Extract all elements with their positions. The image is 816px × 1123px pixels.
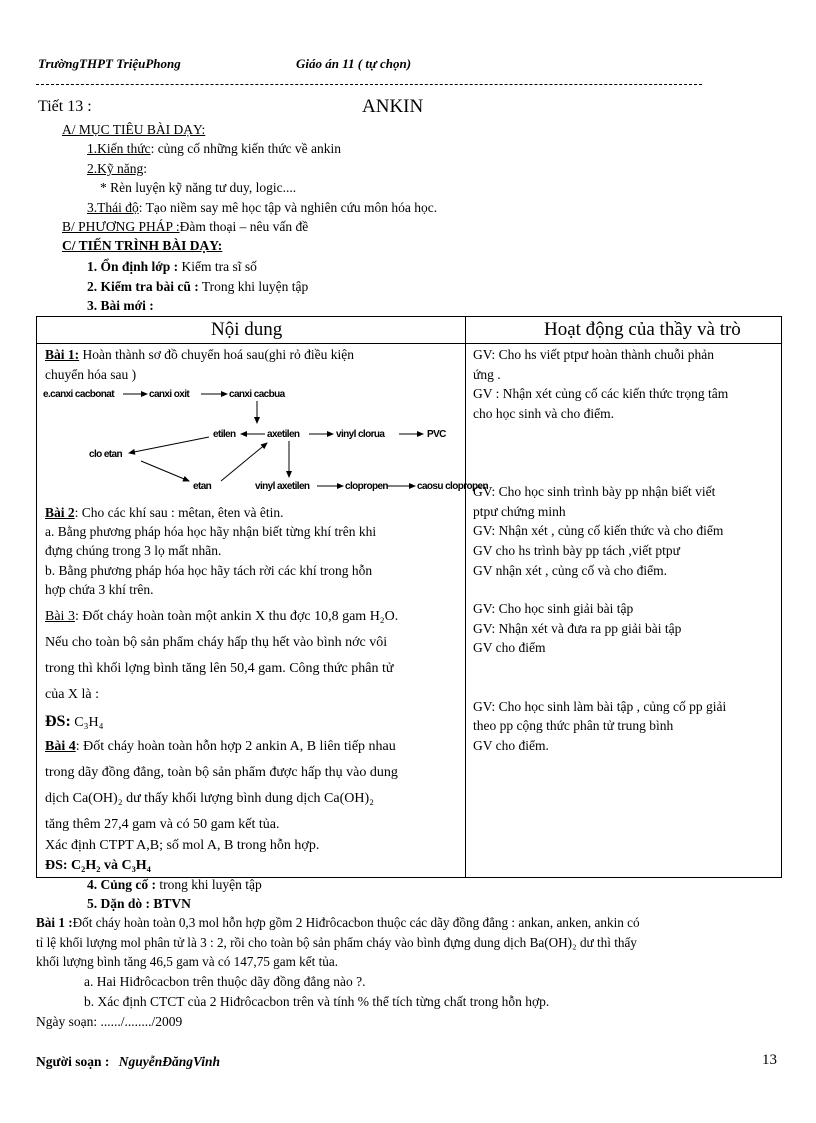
node-chloroprene: clopropen — [345, 481, 388, 492]
step4-line — [87, 877, 262, 893]
node-calcium-oxide: canxi oxit — [149, 389, 190, 400]
section-b-line — [62, 219, 308, 235]
bai4-answer: ĐS: C₂H₂ và C₃H₄ — [45, 858, 151, 873]
author-label: Người soạn : — [36, 1054, 110, 1069]
bai1-label: Bài 1: — [45, 347, 80, 362]
attitude-label: 3.Thái độ — [87, 200, 139, 215]
homework-question-a: a. Hai Hiđrôcacbon trên thuộc dãy đồng đẳng nào ?. — [84, 974, 366, 989]
bai4-line4: tăng thêm 27,4 gam và có 50 gam kết tủa. — [45, 817, 280, 832]
author-name: NguyễnĐăngVinh — [118, 1054, 221, 1069]
bai3-text: : Đốt cháy hoàn toàn một ankin X thu đợc 10,8 gam H₂O. — [74, 609, 399, 624]
node-calcium-carbide: canxi cacbua — [229, 389, 285, 400]
conversion-diagram — [43, 383, 489, 495]
activity1-line1: GV: Cho hs viết ptpư hoàn thành chuỗi phản — [473, 347, 715, 362]
node-pvc: PVC — [427, 429, 446, 440]
lesson-period: Tiết 13 : — [38, 98, 92, 115]
arrow-9 — [221, 443, 267, 481]
attitude-text: : Tạo niềm say mê học tập và nghiên cứu môn hóa học. — [138, 200, 438, 215]
bai3-line3: trong thì khối lợng bình tăng lên 50,4 gam. Công thức phân tử — [45, 661, 394, 676]
homework-line2: tỉ lệ khối lượng mol phân tử là 3 : 2, rồi cho toàn bộ sản phẩm cháy vào bình đựng dung dịch Ba(OH)₂ dư thì thấy — [36, 935, 637, 950]
skills-line — [87, 161, 147, 177]
bai3-line4: của X là : — [45, 687, 100, 702]
activity3-line2: GV: Nhận xét và đưa ra pp giải bài tập — [473, 621, 682, 636]
step2-text: Trong khi luyện tập — [198, 279, 309, 294]
homework-line1 — [36, 915, 640, 931]
step3-label: 3. Bài mới : — [87, 298, 154, 313]
bai3-label: Bài 3 — [45, 609, 75, 624]
node-vinylacetylene: vinyl axetilen — [255, 481, 310, 492]
header-divider — [36, 84, 702, 85]
bai3-answer — [45, 713, 104, 731]
step1-text: Kiểm tra sĩ số — [178, 259, 257, 274]
activity2-line1: GV: Cho học sinh trình bày pp nhận biết viết — [473, 484, 716, 499]
table-header-divider — [37, 343, 781, 344]
col-header-activity: Hoạt động của thầy và trò — [544, 319, 741, 340]
bai1-text: Hoàn thành sơ đồ chuyển hoá sau(ghi rỏ điều kiện — [79, 347, 354, 362]
step4-text: trong khi luyện tập — [156, 877, 262, 892]
section-b-text: Đàm thoại – nêu vấn đề — [179, 219, 309, 234]
activity3-line1: GV: Cho học sinh giải bài tập — [473, 601, 634, 616]
node-chloroprene-rubber: caosu clopropen — [417, 481, 489, 492]
lesson-table — [36, 316, 782, 878]
bai4-line3: dịch Ca(OH)₂ dư thấy khối lượng bình dung dịch Ca(OH)₂ — [45, 791, 375, 806]
step1-line — [87, 259, 257, 275]
section-b-heading: B/ PHƯƠNG PHÁP : — [62, 219, 180, 234]
activity2-line5: GV nhận xét , củng cố và cho điểm. — [473, 563, 667, 578]
bai2-line2: a. Bằng phương pháp hóa học hãy nhận biết từng khí trên khi — [45, 524, 377, 539]
bai2-text: : Cho các khí sau : mêtan, êten và êtin. — [74, 505, 284, 520]
bai4-line1 — [45, 739, 396, 755]
step2-line — [87, 279, 308, 295]
activity2-line2: ptpư chứng minh — [473, 504, 566, 519]
homework-question-b: b. Xác định CTCT của 2 Hiđrôcacbon trên và tính % thể tích từng chất trong hỗn hợp. — [84, 994, 550, 1009]
homework-label: Bài 1 : — [36, 915, 73, 930]
bai4-label: Bài 4 — [45, 739, 76, 754]
bai4-text: : Đốt cháy hoàn toàn hỗn hợp 2 ankin A, B liên tiếp nhau — [75, 739, 396, 754]
node-ethane: etan — [193, 481, 212, 492]
node-vinyl-chloride: vinyl clorua — [336, 429, 385, 440]
bai1-line1 — [45, 347, 354, 363]
bai3-answer-value: C₃H₄ — [70, 715, 104, 730]
arrow-8 — [141, 461, 189, 481]
activity3-line3: GV cho điểm — [473, 640, 546, 655]
arrow-7 — [129, 437, 209, 453]
lesson-title: ANKIN — [362, 96, 424, 117]
bai3-line1 — [45, 609, 398, 625]
bai4-line5: Xác định CTPT A,B; số mol A, B trong hỗn hợp. — [45, 838, 320, 853]
activity2-line4: GV cho hs trình bày pp tách ,viết ptpư — [473, 543, 680, 558]
homework-line3: khối lượng bình tăng 46,5 gam và có 147,75 gam kết tủa. — [36, 954, 338, 969]
author-line — [36, 1054, 220, 1070]
page-number: 13 — [762, 1052, 777, 1068]
activity1-line4: cho học sinh và cho điểm. — [473, 406, 614, 421]
step4-label: 4. Củng cố : — [87, 877, 157, 892]
knowledge-text: : củng cố những kiến thức về ankin — [150, 141, 342, 156]
plan-title: Giáo án 11 ( tự chọn) — [296, 56, 412, 71]
node-chloroethane: clo etan — [89, 449, 122, 460]
knowledge-label: 1.Kiến thức — [87, 141, 151, 156]
attitude-line — [87, 200, 437, 216]
bai3-answer-label: ĐS: — [45, 713, 71, 730]
bai3-line2: Nếu cho toàn bộ sản phẩm cháy hấp thụ hết vào bình nớc vôi — [45, 635, 388, 650]
node-ethylene: etilen — [213, 429, 236, 440]
bai1-line2: chuyển hóa sau ) — [45, 367, 137, 382]
bai4-line2: trong dãy đồng đẳng, toàn bộ sản phẩm được hấp thụ vào dung — [45, 765, 398, 780]
knowledge-line — [87, 141, 341, 157]
bai2-line1 — [45, 505, 283, 521]
skills-item: * Rèn luyện kỹ năng tư duy, logic.... — [100, 180, 297, 195]
step5-line: 5. Dặn dò : BTVN — [87, 896, 191, 911]
activity1-line2: ứng . — [473, 367, 501, 382]
table-column-divider — [465, 317, 466, 877]
step1-label: 1. Ổn định lớp : — [87, 259, 179, 274]
bai2-line4: b. Bằng phương pháp hóa học hãy tách rời các khí trong hỗn — [45, 563, 373, 578]
school-name: TrườngTHPT TriệuPhong — [38, 56, 181, 71]
bai2-line5: hợp chứa 3 khí trên. — [45, 582, 154, 597]
activity4-line2: theo pp cộng thức phân tử trung bình — [473, 718, 674, 733]
section-a-heading: A/ MỤC TIÊU BÀI DẠY: — [62, 122, 206, 137]
activity2-line3: GV: Nhận xét , củng cố kiến thức và cho điểm — [473, 523, 724, 538]
col-header-content: Nội dung — [211, 319, 283, 340]
section-c-heading: C/ TIẾN TRÌNH BÀI DẠY: — [62, 238, 223, 253]
skills-label: 2.Kỹ năng — [87, 161, 144, 176]
node-acetylene: axetilen — [267, 429, 300, 440]
activity1-line3: GV : Nhận xét củng cố các kiến thức trọng tâm — [473, 386, 729, 401]
bai2-line3: đựng chúng trong 3 lọ mất nhãn. — [45, 543, 222, 558]
preparation-date: Ngày soạn: ....../......../2009 — [36, 1014, 183, 1029]
skills-colon: : — [143, 161, 148, 176]
homework-text: Đốt cháy hoàn toàn 0,3 mol hỗn hợp gồm 2 Hiđrôcacbon thuộc các dãy đồng đẳng : ankan, anken, ankin có — [72, 915, 640, 930]
bai2-label: Bài 2 — [45, 505, 75, 520]
activity4-line1: GV: Cho học sinh làm bài tập , củng cố pp giải — [473, 699, 727, 714]
node-calcium-carbonate: e.canxi cacbonat — [43, 389, 114, 400]
step2-label: 2. Kiểm tra bài cũ : — [87, 279, 199, 294]
activity4-line3: GV cho điểm. — [473, 738, 549, 753]
